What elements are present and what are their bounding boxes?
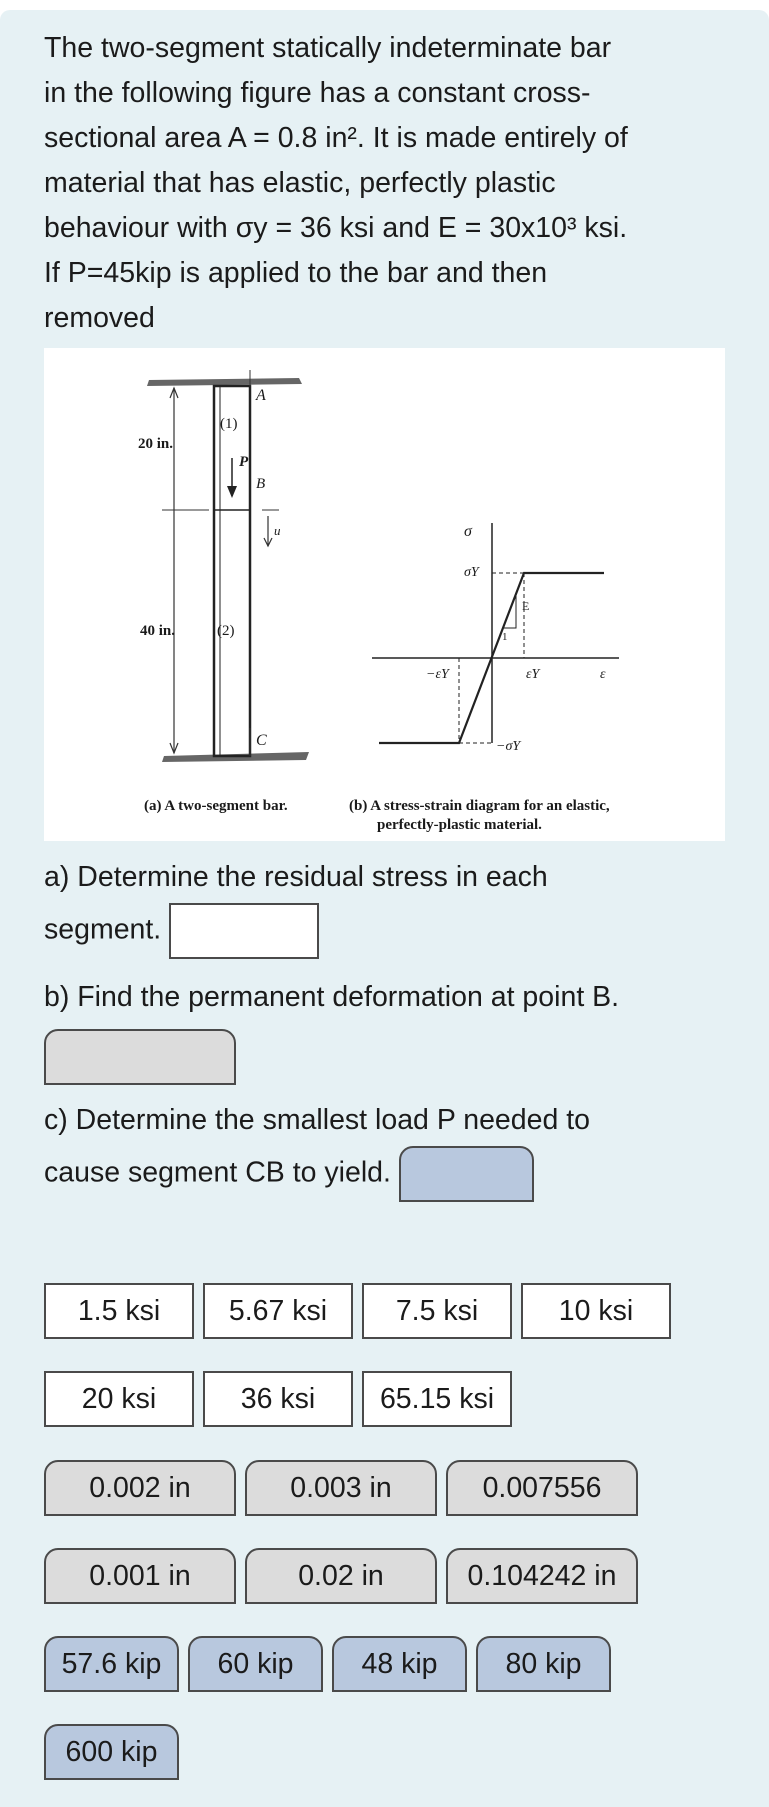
- label-40-in: 40 in.: [140, 623, 176, 639]
- option-deformation-0-003[interactable]: 0.003 in: [245, 1460, 437, 1516]
- problem-figure: [44, 348, 725, 841]
- question-a: [44, 852, 734, 959]
- label-u: u: [274, 523, 281, 538]
- problem-line: The two-segment statically indeterminate bar: [44, 32, 612, 64]
- label-eps: ε: [600, 667, 606, 682]
- caption-b-line1: (b) A stress-strain diagram for an elastic,: [349, 798, 610, 814]
- option-stress-7-5[interactable]: 7.5 ksi: [362, 1283, 512, 1339]
- option-stress-65-15[interactable]: 65.15 ksi: [362, 1371, 512, 1427]
- option-stress-36[interactable]: 36 ksi: [203, 1371, 353, 1427]
- label-E: E: [522, 599, 530, 613]
- answer-drop-zone-c[interactable]: [399, 1146, 534, 1202]
- answer-drop-zone-b[interactable]: [44, 1029, 236, 1085]
- option-deformation-0-007556[interactable]: 0.007556: [446, 1460, 638, 1516]
- question-a-line1: a) Determine the residual stress in each: [44, 861, 548, 893]
- label-sigma-y: σY: [464, 565, 479, 580]
- problem-line: material that has elastic, perfectly plastic: [44, 167, 556, 199]
- option-stress-10[interactable]: 10 ksi: [521, 1283, 671, 1339]
- two-segment-bar-diagram: [44, 348, 725, 841]
- option-stress-20[interactable]: 20 ksi: [44, 1371, 194, 1427]
- label-neg-sigma-y: −σY: [496, 739, 521, 754]
- problem-statement: [44, 26, 724, 341]
- label-P: P: [239, 454, 249, 470]
- question-c-line2: [44, 1146, 734, 1202]
- problem-line: sectional area A = 0.8 in². It is made entirely of: [44, 122, 628, 154]
- label-segment-1: (1): [220, 416, 238, 432]
- bar-outline: [214, 386, 250, 756]
- option-deformation-0-02[interactable]: 0.02 in: [245, 1548, 437, 1604]
- label-neg-eps-y: −εY: [426, 667, 449, 682]
- label-20-in: 20 in.: [138, 436, 174, 452]
- option-deformation-0-002[interactable]: 0.002 in: [44, 1460, 236, 1516]
- label-segment-2: (2): [217, 623, 235, 639]
- label-eps-y: εY: [526, 667, 540, 682]
- problem-line: removed: [44, 302, 155, 334]
- label-C: C: [256, 732, 267, 749]
- question-b-drop-row: [44, 1029, 734, 1085]
- option-load-57-6[interactable]: 57.6 kip: [44, 1636, 179, 1692]
- problem-line: If P=45kip is applied to the bar and then: [44, 257, 548, 289]
- caption-b-line2: perfectly-plastic material.: [377, 817, 542, 833]
- label-B: B: [256, 476, 266, 492]
- option-load-80[interactable]: 80 kip: [476, 1636, 611, 1692]
- option-load-60[interactable]: 60 kip: [188, 1636, 323, 1692]
- question-b: [44, 972, 734, 1085]
- question-c: [44, 1095, 734, 1202]
- option-deformation-0-001[interactable]: 0.001 in: [44, 1548, 236, 1604]
- question-b-line1: b) Find the permanent deformation at point B.: [44, 981, 620, 1013]
- question-c-text: cause segment CB to yield.: [44, 1156, 391, 1189]
- problem-line: in the following figure has a constant cross-: [44, 77, 591, 109]
- question-a-text: segment.: [44, 913, 162, 946]
- option-stress-1-5[interactable]: 1.5 ksi: [44, 1283, 194, 1339]
- problem-line: behaviour with σy = 36 ksi and E = 30x10³ ksi.: [44, 212, 628, 244]
- option-stress-5-67[interactable]: 5.67 ksi: [203, 1283, 353, 1339]
- question-c-line1: c) Determine the smallest load P needed to: [44, 1104, 591, 1136]
- label-A: A: [256, 387, 266, 404]
- answer-drop-zone-a[interactable]: [169, 903, 319, 959]
- question-a-line2: [44, 903, 734, 959]
- option-load-600[interactable]: 600 kip: [44, 1724, 179, 1780]
- option-load-48[interactable]: 48 kip: [332, 1636, 467, 1692]
- label-one: 1: [502, 631, 508, 643]
- label-sigma: σ: [464, 523, 472, 540]
- caption-a: (a) A two-segment bar.: [144, 798, 288, 814]
- option-deformation-0-104242[interactable]: 0.104242 in: [446, 1548, 638, 1604]
